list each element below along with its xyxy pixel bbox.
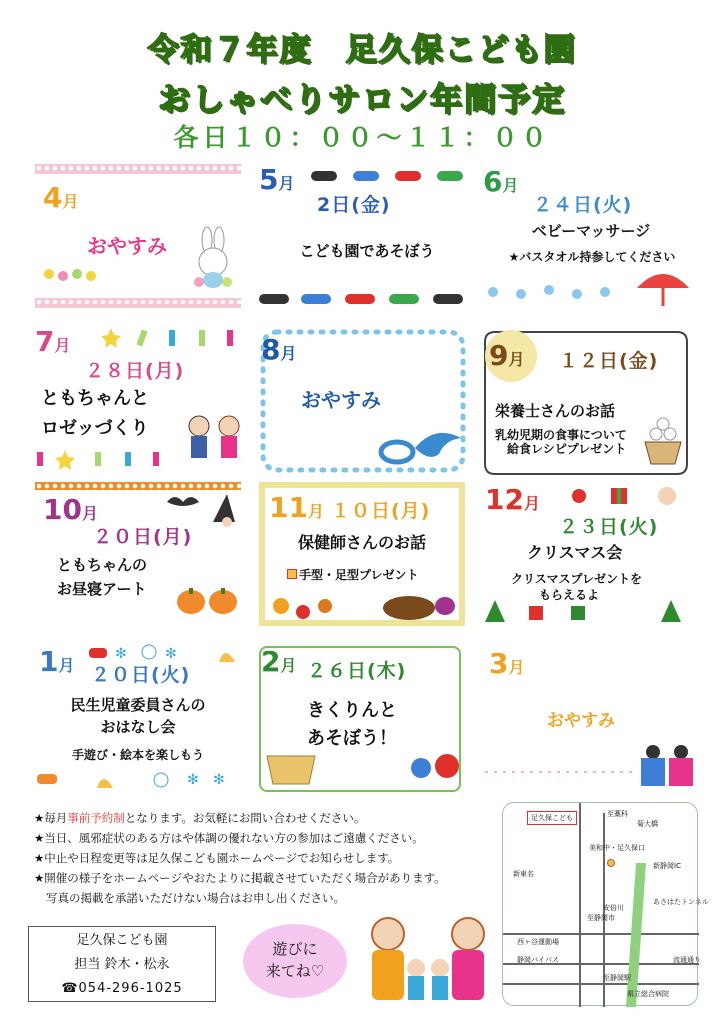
event-title: 保健師さんのお話 [297,533,426,552]
map-label: 流通通り [673,956,701,964]
note-5: 写真の掲載を承諾いただけない場合はお申し出ください。 [46,891,345,905]
event-title-1: きくりんと [307,700,397,721]
svg-text:✻: ✻ [187,772,199,788]
contact-box [28,926,216,1002]
status-rest: おやすみ [547,711,615,731]
event-note-2: もらえるよ [539,588,600,602]
carp-streamers-icon [311,168,471,184]
event-title: こども園であそぼう [299,242,435,260]
map-label: 安倍川 [603,904,624,912]
contact-phone: ☎054-296-1025 [61,981,183,996]
dolphin-icon [375,418,465,470]
event-date: １０日(月) [331,500,431,522]
month-label: 11月 [269,491,324,524]
event-title: ベビーマッサージ [531,222,651,240]
title-line-1: 令和７年度 足久保こども園 [147,32,577,68]
title-line-2: おしゃべりサロン年間予定 [157,80,566,118]
raindrops-icon [485,280,635,304]
map-label: 新静岡IC [653,862,681,870]
event-date: ２０日(火) [91,664,191,686]
event-note-2: 給食レシピプレゼント [507,442,627,456]
svg-text:✻: ✻ [165,646,177,662]
orange-border-top [35,482,241,490]
event-date: １２日(金) [559,350,659,372]
map-label: 静岡バイパス [517,956,559,964]
map-label: 至静岡駅 [603,974,631,982]
christmas-decor-icon [567,484,687,510]
status-rest: おやすみ [301,388,381,412]
cell-march [485,646,707,794]
flowers-icon [41,264,101,288]
cell-october [35,482,257,630]
event-title-2: あそぼう！ [307,728,397,749]
event-date: ２３日(火) [559,516,659,538]
bean-box-icon [263,750,319,786]
cell-november [259,482,481,630]
note-4: ★開催の様子をホームページやおたよりに掲載させていただく場合があります。 [34,871,446,885]
note-3: ★中止や日程変更等は足久保こども園ホームページでお知らせします。 [34,851,400,865]
month-label: 5月 [259,163,295,196]
map-label: 新東名 [513,870,534,878]
cell-january [33,642,255,790]
cell-september [481,328,703,476]
event-date: ２８日(月) [85,360,185,382]
map-label: 至藁科 [607,810,628,818]
event-title-1: ともちゃんと [41,388,149,409]
hina-dolls-icon [637,744,697,790]
event-date: ２０日(月) [93,526,193,548]
pumpkin-icon [175,586,241,616]
event-title: 栄養士さんのお話 [495,402,616,420]
umbrella-icon [635,266,691,308]
family-illustration [362,912,494,1008]
map-label: 県立総合病院 [627,990,669,998]
flower-garland [485,766,635,778]
event-note-1: クリスマスプレゼントを [511,572,643,586]
month-label: 1月 [39,645,75,678]
winter-icons [37,768,237,790]
map-road [579,803,581,1007]
cell-may [257,162,479,310]
pink-border-top [35,164,241,174]
event-title-2: お昼寝アート [57,580,147,598]
contact-staff: 担当 鈴木・松永 [74,957,170,972]
map-label: 至静岡市 [587,914,615,922]
rabbit-icon [185,228,241,290]
map-label: 美和中・足久保口 [589,844,645,852]
map-road [503,933,699,935]
event-note: 手遊び・絵本を楽しもう [71,748,204,762]
month-label: 3月 [489,647,525,680]
month-label: 8月 [261,333,297,366]
notes-block [34,808,504,908]
month-label: 12月 [485,483,540,516]
month-label: 9月 [489,339,525,372]
event-date: ２４日(火) [533,194,633,216]
event-title: クリスマス会 [527,543,623,562]
note-2: ★当日、風邪症状のある方はや体調の優れない方の参加はご遠慮ください。 [34,831,424,845]
cell-june [481,162,703,310]
cell-february [259,646,481,794]
autumn-leaves-icon [269,584,459,622]
event-title-1: ともちゃんの [57,556,148,574]
cell-august [257,326,479,474]
speech-bubble: 遊びに 来てね♡ [243,924,347,998]
event-title-1: 民生児童委員さんの [70,696,206,714]
svg-text:✻: ✻ [115,646,127,662]
map-label: 菊大橋 [637,820,658,828]
map-label: あさはたトンネル [653,898,709,906]
map-location-marker [607,859,615,867]
dango-offering-icon [641,412,685,468]
gift-icon [287,569,297,579]
status-rest: おやすみ [87,234,167,258]
month-label: 10月 [43,493,98,526]
pink-border-bottom [35,298,241,308]
children-icon [181,412,247,462]
event-note-1: 乳幼児期の食事について [495,428,627,442]
event-date: ２６日(木) [307,660,407,682]
month-label: 7月 [35,325,71,358]
oni-icon [409,750,461,784]
christmas-trees-icon [481,598,691,628]
carp-streamers-icon [257,292,467,306]
cell-july [33,322,255,470]
access-map [502,802,709,1006]
cell-december [481,482,703,630]
month-label: 6月 [483,165,519,198]
map-label-school: 足久保こども [527,811,577,825]
event-date: 2日(金) [317,194,391,216]
svg-text:✻: ✻ [213,772,225,788]
note-1: ★毎月事前予約制となります。お気軽にお問い合わせください。 [34,811,366,825]
stars-leaves-icon [99,326,243,350]
map-river [626,863,646,1007]
contact-name: 足久保こども園 [76,933,168,948]
event-note: ★バスタオル持参してください [508,250,676,264]
event-note: 手型・足型プレゼント [299,568,419,582]
event-title-2: ロゼッづくり [41,418,149,439]
map-road [503,983,699,985]
month-label: 2月 [261,645,297,678]
cell-april [35,164,257,312]
map-label: 西ヶ谷運動場 [517,938,559,946]
event-title-2: おはなし会 [100,718,176,736]
stars-leaves-icon [35,448,179,470]
time-label: 各日１０：００～１１：００ [173,123,551,152]
month-label: 4月 [43,181,79,214]
